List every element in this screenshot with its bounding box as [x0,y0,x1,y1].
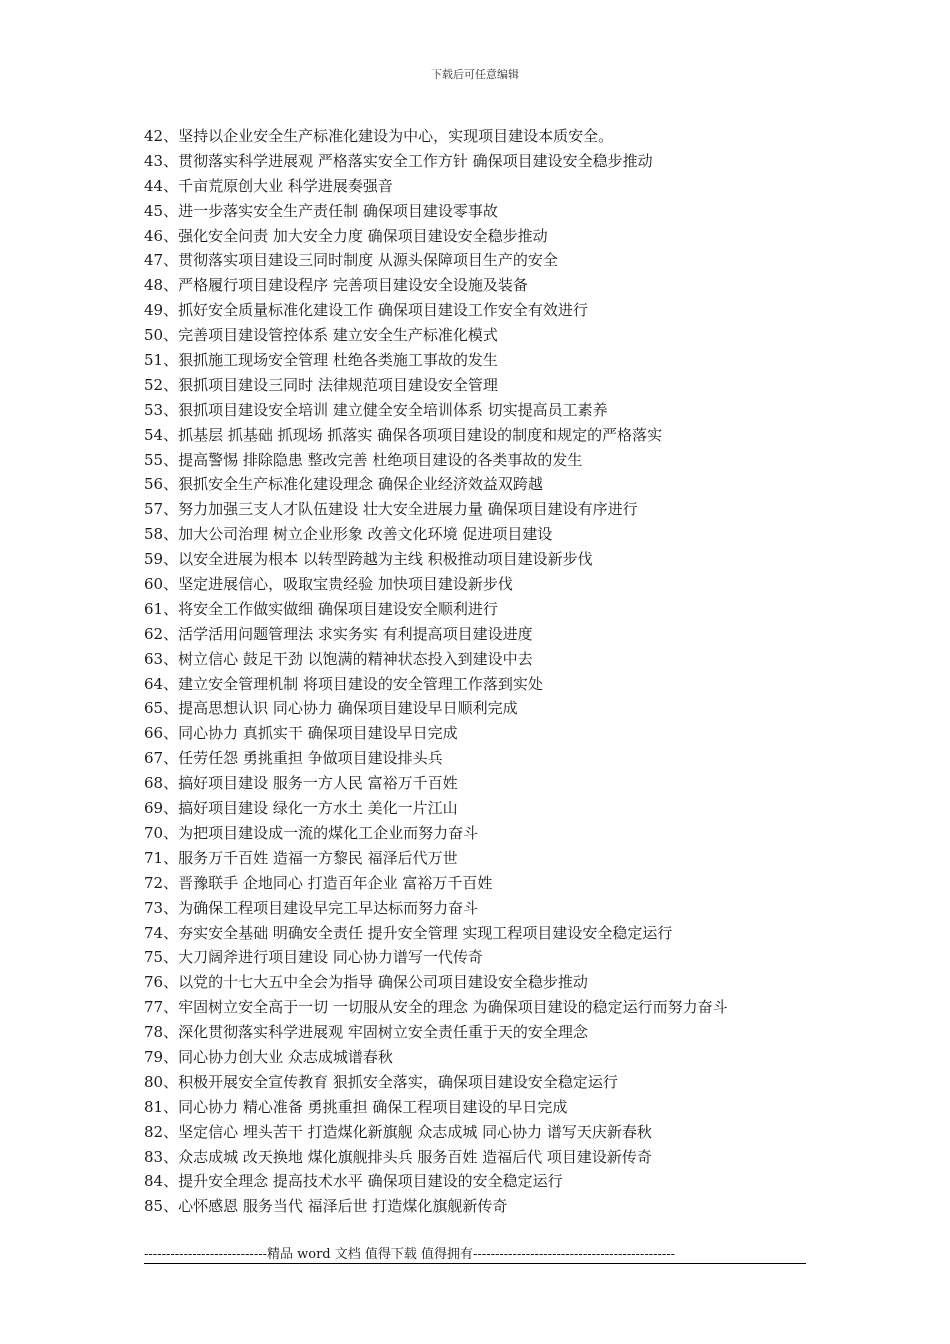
list-item: 45、进一步落实安全生产责任制 确保项目建设零事故 [144,201,498,220]
list-item: 72、晋豫联手 企地同心 打造百年企业 富裕万千百姓 [144,873,493,892]
list-item: 73、为确保工程项目建设早完工早达标而努力奋斗 [144,898,479,917]
list-item: 63、树立信心 鼓足干劲 以饱满的精神状态投入到建设中去 [144,649,533,668]
list-item: 43、贯彻落实科学进展观 严格落实安全工作方针 确保项目建设安全稳步推动 [144,151,653,170]
list-item: 52、狠抓项目建设三同时 法律规范项目建设安全管理 [144,375,498,394]
slogan-list [144,124,844,1219]
list-item: 84、提升安全理念 提高技术水平 确保项目建设的安全稳定运行 [144,1172,563,1191]
list-item: 81、同心协力 精心准备 勇挑重担 确保工程项目建设的早日完成 [144,1097,568,1116]
list-item: 44、千亩荒原创大业 科学进展奏强音 [144,176,393,195]
list-item: 76、以党的十七大五中全会为指导 确保公司项目建设安全稳步推动 [144,973,588,992]
list-item: 49、抓好安全质量标准化建设工作 确保项目建设工作安全有效进行 [144,301,588,320]
list-item: 74、夯实安全基础 明确安全责任 提升安全管理 实现工程项目建设安全稳定运行 [144,923,673,942]
list-item: 61、将安全工作做实做细 确保项目建设安全顺利进行 [144,599,498,618]
list-item: 64、建立安全管理机制 将项目建设的安全管理工作落到实处 [144,674,543,693]
list-item: 71、服务万千百姓 造福一方黎民 福泽后代万世 [144,848,458,867]
list-item: 82、坚定信心 埋头苦干 打造煤化新旗舰 众志成城 同心协力 谱写天庆新春秋 [144,1122,652,1141]
list-item: 70、为把项目建设成一流的煤化工企业而努力奋斗 [144,823,479,842]
list-item: 68、搞好项目建设 服务一方人民 富裕万千百姓 [144,774,458,793]
list-item: 51、狠抓施工现场安全管理 杜绝各类施工事故的发生 [144,351,498,370]
footer-rule [144,1263,806,1264]
list-item: 75、大刀阔斧进行项目建设 同心协力谱写一代传奇 [144,948,483,967]
list-item: 78、深化贯彻落实科学进展观 牢固树立安全责任重于天的安全理念 [144,1023,588,1042]
list-item: 47、贯彻落实项目建设三同时制度 从源头保障项目生产的安全 [144,251,558,270]
list-item: 65、提高思想认识 同心协力 确保项目建设早日顺利完成 [144,699,518,718]
list-item: 57、努力加强三支人才队伍建设 壮大安全进展力量 确保项目建设有序进行 [144,500,638,519]
list-item: 69、搞好项目建设 绿化一方水土 美化一片江山 [144,799,458,818]
list-item: 67、任劳任怨 勇挑重担 争做项目建设排头兵 [144,749,443,768]
list-item: 55、提高警惕 排除隐患 整改完善 杜绝项目建设的各类事故的发生 [144,450,583,469]
list-item: 50、完善项目建设管控体系 建立安全生产标准化模式 [144,326,498,345]
page-header: 下载后可任意编辑 [431,68,519,81]
list-item: 62、活学活用问题管理法 求实务实 有利提高项目建设进度 [144,624,533,643]
list-item: 77、牢固树立安全高于一切 一切服从安全的理念 为确保项目建设的稳定运行而努力奋斗 [144,998,728,1017]
list-item: 79、同心协力创大业 众志成城谱春秋 [144,1047,393,1066]
list-item: 85、心怀感恩 服务当代 福泽后世 打造煤化旗舰新传奇 [144,1197,508,1216]
list-item: 60、坚定进展信心，吸取宝贵经验 加快项目建设新步伐 [144,575,513,594]
list-item: 46、强化安全问责 加大安全力度 确保项目建设安全稳步推动 [144,226,548,245]
list-item: 48、严格履行项目建设程序 完善项目建设安全设施及装备 [144,276,528,295]
list-item: 59、以安全进展为根本 以转型跨越为主线 积极推动项目建设新步伐 [144,550,593,569]
list-item: 56、狠抓安全生产标准化建设理念 确保企业经济效益双跨越 [144,475,543,494]
list-item: 53、狠抓项目建设安全培训 建立健全安全培训体系 切实提高员工素养 [144,400,608,419]
list-item: 80、积极开展安全宣传教育 狠抓安全落实，确保项目建设安全稳定运行 [144,1072,618,1091]
list-item: 54、抓基层 抓基础 抓现场 抓落实 确保各项项目建设的制度和规定的严格落实 [144,425,663,444]
list-item: 58、加大公司治理 树立企业形象 改善文化环境 促进项目建设 [144,525,553,544]
list-item: 83、众志成城 改天换地 煤化旗舰排头兵 服务百姓 造福后代 项目建设新传奇 [144,1147,652,1166]
list-item: 42、坚持以企业安全生产标准化建设为中心，实现项目建设本质安全。 [144,127,614,145]
list-item: 66、同心协力 真抓实干 确保项目建设早日完成 [144,724,458,743]
page-footer: ----------------------------精品 word 文档 值得下载 值得拥有---------------------------------------------- [144,1247,676,1262]
